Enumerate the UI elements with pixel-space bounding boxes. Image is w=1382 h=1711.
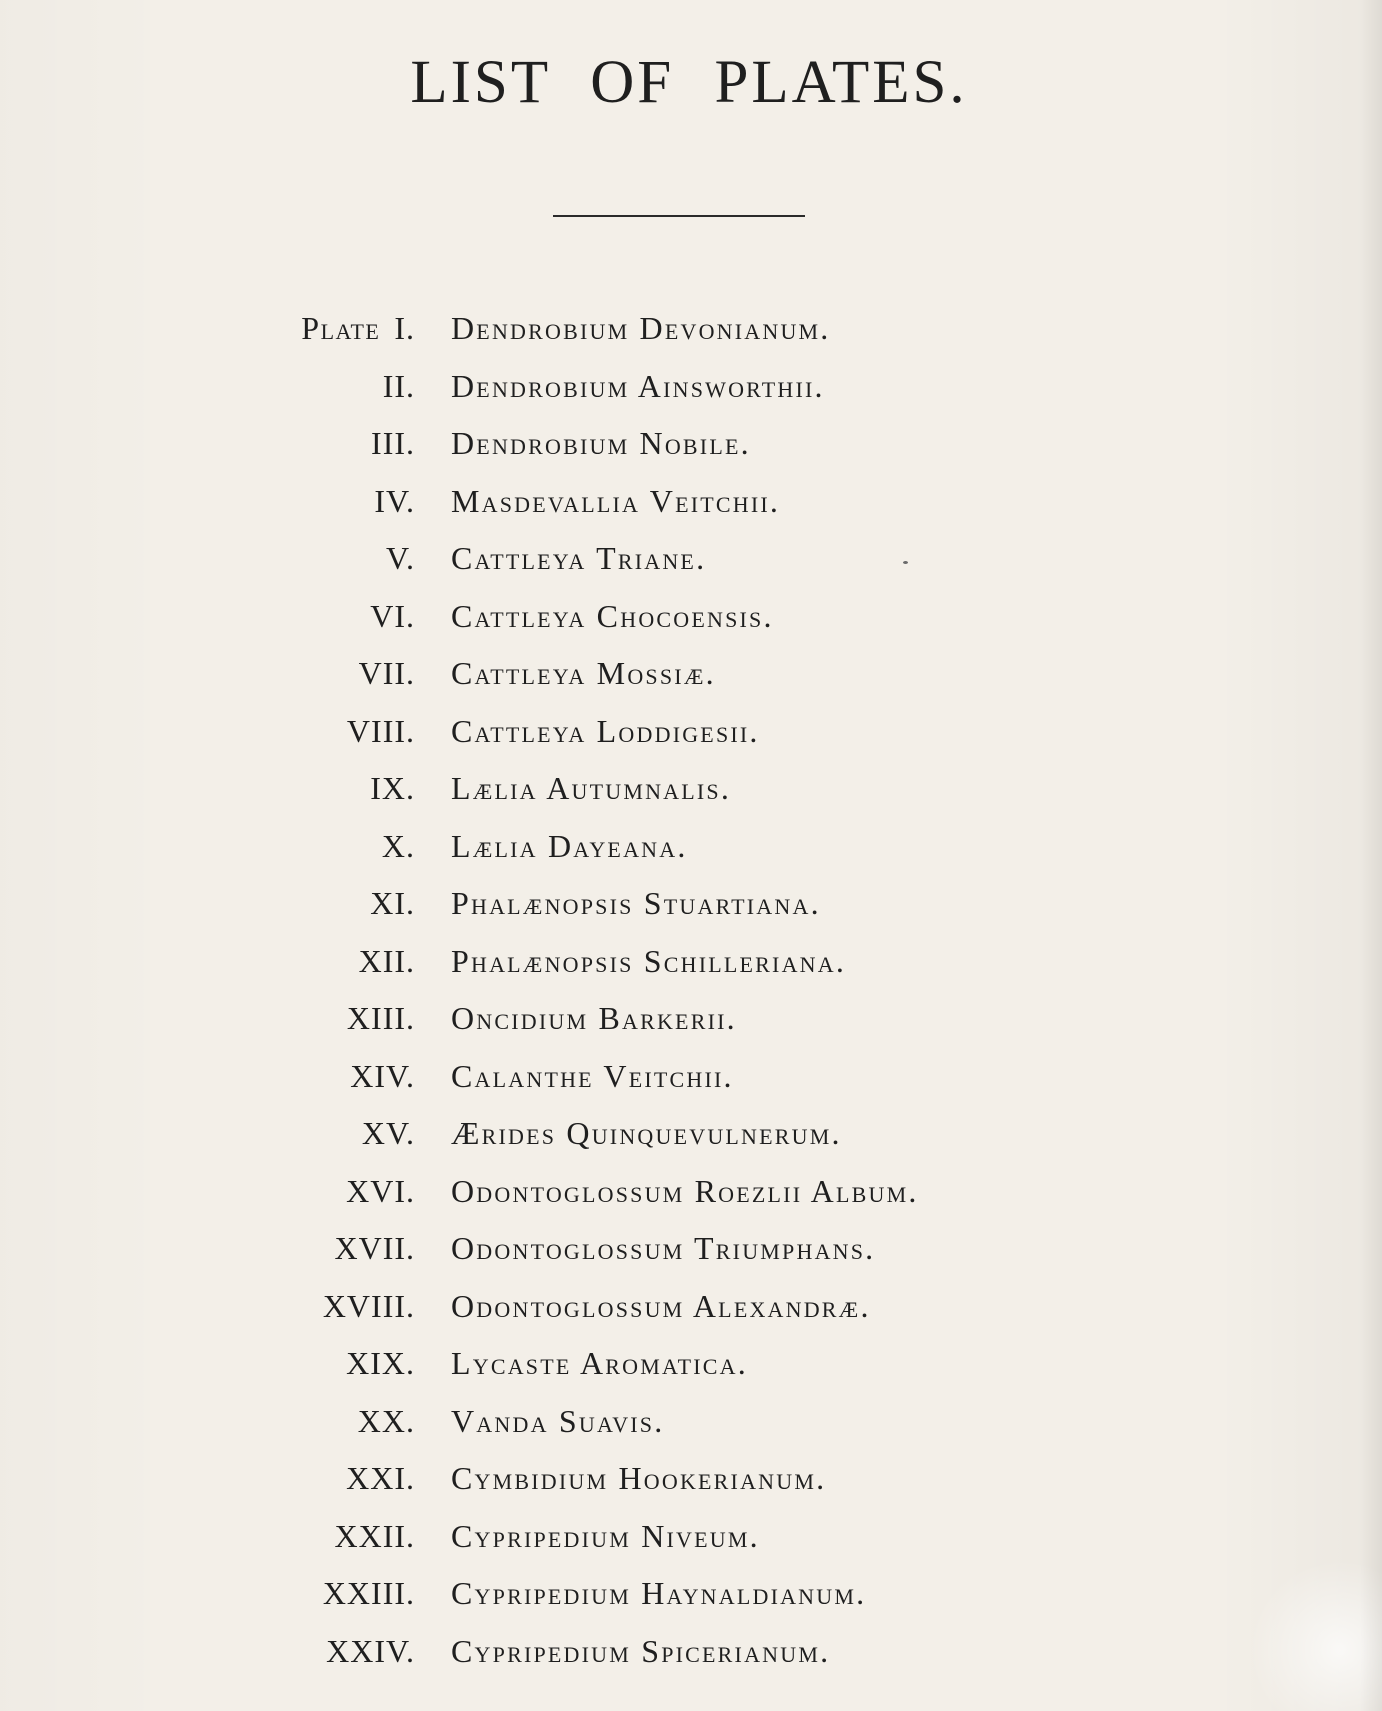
plate-numeral: II.	[382, 367, 415, 404]
plate-entry	[0, 358, 1382, 416]
plate-number	[362, 1105, 415, 1163]
plate-numeral: III.	[371, 425, 415, 461]
plate-number	[334, 1220, 415, 1278]
plate-number	[359, 933, 415, 991]
plates-list	[0, 300, 1382, 1680]
plate-number	[370, 760, 415, 818]
plate-name: Masdevallia Veitchii.	[451, 482, 781, 519]
plate-name: Dendrobium Devonianum.	[451, 310, 831, 346]
plate-name: Vanda Suavis.	[451, 1402, 665, 1439]
plate-name: Lycaste Aromatica.	[451, 1345, 748, 1381]
plate-name: Odontoglossum Alexandræ.	[451, 1287, 871, 1324]
plate-entry	[0, 1220, 1382, 1278]
plate-name: Cypripedium Haynaldianum.	[451, 1575, 867, 1611]
plate-name: Lælia Dayeana.	[451, 827, 688, 864]
plate-numeral: IX.	[370, 770, 415, 806]
plate-entry	[0, 760, 1382, 818]
plate-entry	[0, 415, 1382, 473]
plate-name: Phalænopsis Schilleriana.	[451, 942, 847, 979]
plate-number	[370, 588, 415, 646]
plate-entry	[0, 473, 1382, 531]
plate-number	[359, 645, 415, 703]
plate-name: Phalænopsis Stuartiana.	[451, 885, 821, 921]
plate-number	[346, 1450, 415, 1508]
plate-number	[370, 875, 415, 933]
plate-name: Oncidium Barkerii.	[451, 1000, 737, 1036]
plate-name: Odontoglossum Triumphans.	[451, 1230, 876, 1266]
plate-numeral: IV.	[374, 482, 415, 519]
ink-speck	[903, 561, 908, 564]
title-rule	[553, 215, 805, 217]
plate-entry	[0, 875, 1382, 933]
plate-entry	[0, 1335, 1382, 1393]
plate-name: Cypripedium Spicerianum.	[451, 1632, 831, 1669]
plate-numeral: VII.	[358, 655, 415, 691]
plate-numeral: VI.	[370, 597, 415, 634]
plate-numeral: XII.	[358, 942, 415, 979]
plate-entry	[0, 300, 1382, 358]
plate-numeral: XXI.	[346, 1460, 415, 1496]
plate-number	[374, 473, 415, 531]
plate-prefix: Plate	[301, 310, 381, 346]
plate-numeral: XVII.	[334, 1230, 415, 1266]
plate-name: Cattleya Mossiæ.	[451, 655, 716, 691]
plate-name: Calanthe Veitchii.	[451, 1057, 734, 1094]
plate-entry	[0, 1105, 1382, 1163]
plate-entry	[0, 1565, 1382, 1623]
plate-entry	[0, 645, 1382, 703]
plate-numeral: V.	[386, 540, 415, 576]
plate-entry	[0, 1163, 1382, 1221]
plate-number	[323, 1278, 415, 1336]
plate-numeral: XIII.	[346, 1000, 415, 1036]
plate-numeral: XVIII.	[322, 1287, 415, 1324]
plate-entry	[0, 818, 1382, 876]
plate-number	[350, 1048, 415, 1106]
plate-numeral: XI.	[370, 885, 415, 921]
plate-entry	[0, 1393, 1382, 1451]
plate-numeral: XIV.	[350, 1057, 415, 1094]
plate-numeral: XVI.	[346, 1172, 415, 1209]
plate-numeral: XXIV.	[326, 1632, 415, 1669]
plate-numeral: XXII.	[334, 1517, 415, 1554]
plate-entry	[0, 1508, 1382, 1566]
plate-number	[383, 358, 415, 416]
plate-entry	[0, 933, 1382, 991]
plate-numeral: XXIII.	[322, 1575, 415, 1611]
plate-entry	[0, 588, 1382, 646]
plate-numeral: XIX.	[346, 1345, 415, 1381]
plate-number	[323, 1565, 415, 1623]
plate-number	[301, 300, 415, 358]
plate-entry	[0, 990, 1382, 1048]
plate-number	[358, 1393, 415, 1451]
plate-numeral: X.	[381, 827, 415, 864]
plate-name: Ærides Quinquevulnerum.	[451, 1115, 842, 1151]
plate-numeral: VIII.	[346, 712, 415, 749]
plate-name: Cattleya Loddigesii.	[451, 712, 760, 749]
plate-entry	[0, 530, 1382, 588]
plate-number	[371, 415, 415, 473]
plate-name: Odontoglossum Roezlii Album.	[451, 1172, 919, 1209]
plate-number	[326, 1623, 415, 1681]
page-title: LIST OF PLATES.	[410, 49, 968, 116]
plate-entry	[0, 1623, 1382, 1681]
plate-name: Cattleya Triane.	[451, 540, 707, 576]
plate-number	[386, 530, 415, 588]
plate-entry	[0, 1278, 1382, 1336]
plate-entry	[0, 1450, 1382, 1508]
plate-number	[334, 1508, 415, 1566]
plate-numeral: I.	[394, 310, 415, 346]
plate-name: Cypripedium Niveum.	[451, 1517, 760, 1554]
plate-numeral: XX.	[357, 1402, 415, 1439]
plate-entry	[0, 1048, 1382, 1106]
plate-number	[347, 703, 415, 761]
plate-entry	[0, 703, 1382, 761]
plate-name: Cattleya Chocoensis.	[451, 597, 774, 634]
plate-name: Lælia Autumnalis.	[451, 770, 732, 806]
plate-name: Dendrobium Nobile.	[451, 425, 751, 461]
plate-name: Cymbidium Hookerianum.	[451, 1460, 827, 1496]
plate-number	[346, 1335, 415, 1393]
plate-number	[382, 818, 415, 876]
plate-number	[346, 1163, 415, 1221]
plate-numeral: XV.	[361, 1115, 415, 1151]
plate-name: Dendrobium Ainsworthii.	[451, 367, 825, 404]
plate-number	[347, 990, 415, 1048]
